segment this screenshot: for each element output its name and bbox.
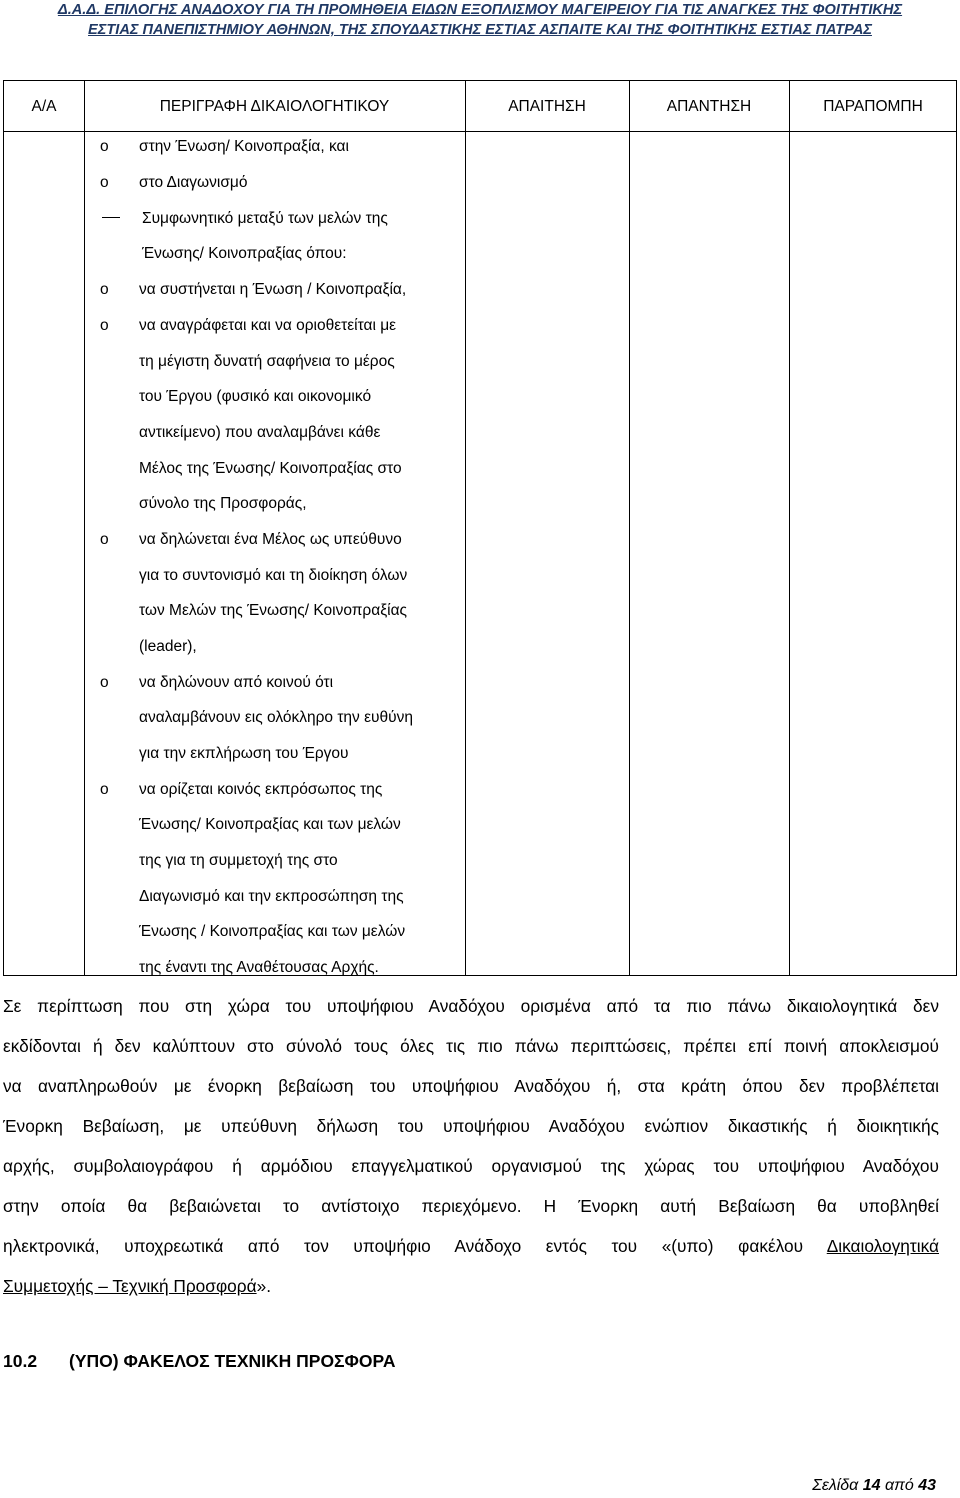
list-item: αναλαμβάνουν εις ολόκληρο την ευθύνη [139,709,413,726]
list-bullet: o [100,138,109,155]
list-bullet: o [100,531,109,548]
footer-of: από [885,1477,914,1494]
list-item: Ένωσης/ Κοινοπραξίας και των μελών [139,816,401,833]
section-heading [3,1349,396,1373]
list-bullet: o [100,281,109,298]
paragraph-text: ». [256,1276,272,1296]
col-header-description: ΠΕΡΙΓΡΑΦΗ ΔΙΚΑΙΟΛΟΓΗΤΙΚΟΥ [159,98,390,115]
list-item: να ορίζεται κοινός εκπρόσωπος της [139,781,383,798]
list-item: να δηλώνεται ένα Μέλος ως υπεύθυνο [139,531,402,548]
body-paragraph [3,986,939,1306]
list-item: Ένωσης/ Κοινοπραξίας όπου: [142,245,347,262]
col-header-requirement: ΑΠΑΙΤΗΣΗ [508,98,586,115]
list-item: των Μελών της Ένωσης/ Κοινοπραξίας [139,602,408,619]
list-item: του Έργου (φυσικό και οικονομικό [139,388,372,405]
list-item: Συμφωνητικό μεταξύ των μελών της [142,210,388,227]
list-item: στην Ένωση/ Κοινοπραξία, και [139,138,349,155]
paragraph-line: Ένορκη Βεβαίωση, με υπεύθυνη δήλωση του υποψήφιου Αναδόχου ενώπιον δικαστικής ή διοικητικής [3,1116,939,1136]
list-item: της για τη συμμετοχή της στο [139,852,338,869]
list-item: Ένωσης / Κοινοπραξίας και των μελών [139,923,406,940]
list-item: τη μέγιστη δυνατή σαφήνεια το μέρος [139,353,395,370]
paragraph-line: αρχής, συμβολαιογράφου ή αρμόδιου επαγγελματικού οργανισμού της χώρας του υποψήφιου Αναδόχου [3,1156,939,1176]
paragraph-text: ηλεκτρονικά, υποχρεωτικά από τον υποψήφιο Ανάδοχο εντός του «(υπο) φακέλου [3,1236,827,1256]
table-header-row [4,81,956,132]
section-title: (ΥΠΟ) ΦΑΚΕΛΟΣ ΤΕΧΝΙΚΗ ΠΡΟΣΦΟΡΑ [69,1351,396,1371]
paragraph-line: να αναπληρωθούν με ένορκη βεβαίωση του υποψήφιου Αναδόχου ή, στα κράτη όπου δεν προβλέπεται [3,1076,939,1096]
underlined-text: Δικαιολογητικά [826,1236,939,1256]
header-line-1: Δ.Α.Δ. ΕΠΙΛΟΓΗΣ ΑΝΑΔΟΧΟΥ ΓΙΑ ΤΗ ΠΡΟΜΗΘΕΙΑ ΕΙΔΩΝ ΕΞΟΠΛΙΣΜΟΥ ΜΑΓΕΙΡΕΙΟΥ ΓΙΑ ΤΙΣ ΑΝΑΓΚΕΣ ΤΗΣ ΦΟΙΤΗΤΙΚΗΣ [57,2,903,18]
list-bullet: o [100,317,109,334]
list-item: για την εκπλήρωση του Έργου [139,745,349,762]
column-divider [629,81,630,975]
column-divider [84,81,85,975]
col-header-aa: Α/Α [31,98,57,115]
list-item: να αναγράφεται και να οριοθετείται με [139,317,397,334]
dash-bullet [102,217,120,218]
page-footer [812,1477,936,1495]
paragraph-line [3,1266,939,1306]
list-item: για το συντονισμό και τη διοίκηση όλων [139,567,408,584]
underlined-text: Συμμετοχής – Τεχνική Προσφορά [3,1276,257,1296]
col-header-reference: ΠΑΡΑΠΟΜΠΗ [823,98,923,115]
document-header [0,0,960,40]
list-bullet: o [100,674,109,691]
list-item: να συστήνεται η Ένωση / Κοινοπραξία, [139,281,407,298]
footer-page-total: 43 [918,1477,936,1494]
list-item: να δηλώνουν από κοινού ότι [139,674,334,691]
paragraph-line: Σε περίπτωση που στη χώρα του υποψήφιου Αναδόχου ορισμένα από τα πιο πάνω δικαιολογητικά δεν [3,996,939,1016]
paragraph-line: εκδίδονται ή δεν καλύπτουν στο σύνολό τους όλες τις πιο πάνω περιπτώσεις, πρέπει επί ποινή αποκλεισμού [3,1036,939,1056]
list-item: Μέλος της Ένωσης/ Κοινοπραξίας στο [139,460,402,477]
list-item: (leader), [139,638,197,655]
list-item: στο Διαγωνισμό [139,174,248,191]
list-item: αντικείμενο) που αναλαμβάνει κάθε [139,424,381,441]
header-line-2: ΕΣΤΙΑΣ ΠΑΝΕΠΙΣΤΗΜΙΟΥ ΑΘΗΝΩΝ, ΤΗΣ ΣΠΟΥΔΑΣΤΙΚΗΣ ΕΣΤΙΑΣ ΑΣΠΑΙΤΕ ΚΑΙ ΤΗΣ ΦΟΙΤΗΤΙΚΗΣ ΕΣΤΙΑΣ ΠΑΤΡΑΣ [88,22,872,38]
paragraph-line [3,1226,939,1266]
list-bullet: o [100,174,109,191]
footer-label: Σελίδα [812,1477,859,1494]
col-header-answer: ΑΠΑΝΤΗΣΗ [666,98,752,115]
list-item: σύνολο της Προσφοράς, [139,495,307,512]
paragraph-line: στην οποία θα βεβαιώνεται το αντίστοιχο περιεχόμενο. Η Ένορκη αυτή Βεβαίωση θα υποβληθεί [3,1196,939,1216]
column-divider [465,81,466,975]
list-bullet: o [100,781,109,798]
column-divider [789,81,790,975]
list-item: Διαγωνισμό και την εκπροσώπηση της [139,888,404,905]
footer-page-number: 14 [862,1477,881,1494]
requirements-table [3,80,957,976]
section-number: 10.2 [3,1351,38,1371]
list-item: της έναντι της Αναθέτουσας Αρχής. [139,959,379,976]
